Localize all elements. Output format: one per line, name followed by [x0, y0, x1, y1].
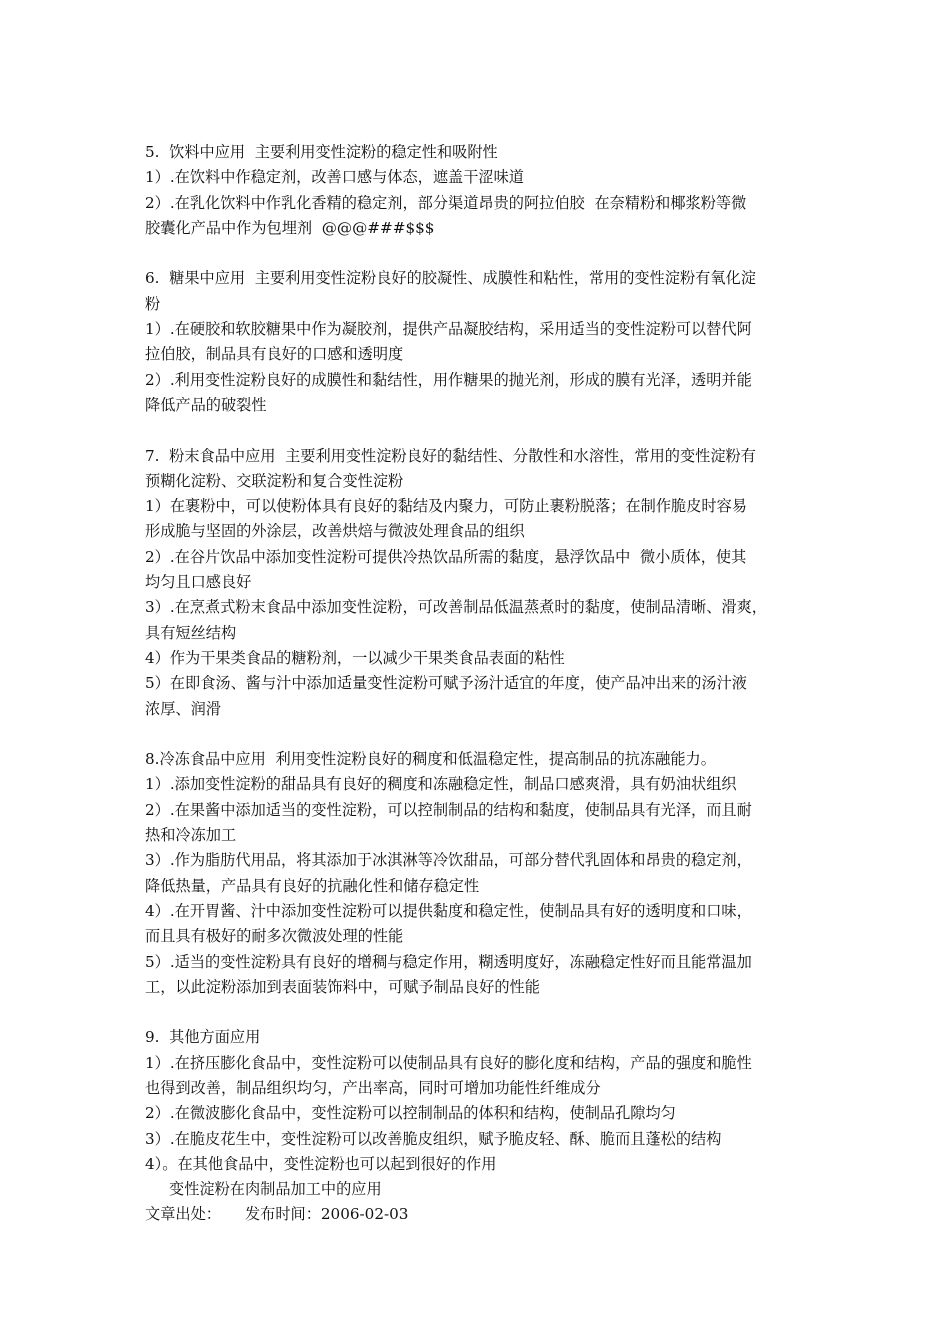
paragraph-line: 1）.添加变性淀粉的甜品具有良好的稠度和冻融稳定性，制品口感爽滑，具有奶油状组织	[145, 775, 737, 794]
paragraph-line: 而且具有极好的耐多次微波处理的性能	[145, 927, 404, 946]
section-beverage	[145, 140, 810, 241]
paragraph-line: 3）.在脆皮花生中，变性淀粉可以改善脆皮组织，赋予脆皮轻、酥、脆而且蓬松的结构	[145, 1129, 722, 1148]
paragraph-line: 4）。在其他食品中，变性淀粉也可以起到很好的作用	[145, 1154, 497, 1173]
paragraph-line: 4）.在开胃酱、汁中添加变性淀粉可以提供黏度和稳定性，使制品具有好的透明度和口味，	[145, 901, 752, 920]
source-label: 文章出处：	[145, 1205, 221, 1224]
paragraph-line: 3）.作为脂肪代用品，将其添加于冰淇淋等冷饮甜品，可部分替代乳固体和昂贵的稳定剂，	[145, 851, 752, 870]
paragraph-line: 具有短丝结构	[145, 623, 237, 642]
paragraph-line: 2）.在微波膨化食品中，变性淀粉可以控制制品的体积和结构，使制品孔隙均匀	[145, 1104, 676, 1123]
section-heading: 8.冷冻食品中应用 利用变性淀粉良好的稠度和低温稳定性，提高制品的抗冻融能力。	[145, 750, 716, 769]
paragraph-line: 工，以此淀粉添加到表面装饰料中，可赋予制品良好的性能	[145, 977, 540, 996]
paragraph-line: 形成脆与坚固的外涂层，改善烘焙与微波处理食品的组织	[145, 522, 525, 541]
paragraph-line: 预糊化淀粉、交联淀粉和复合变性淀粉	[145, 471, 404, 490]
paragraph-line: 1）.在硬胶和软胶糖果中作为凝胶剂，提供产品凝胶结构，采用适当的变性淀粉可以替代阿	[145, 320, 752, 339]
paragraph-line: 5）在即食汤、酱与汁中添加适量变性淀粉可赋予汤汁适宜的年度，使产品冲出来的汤汁液	[145, 674, 747, 693]
paragraph-line: 热和冷冻加工	[145, 826, 237, 845]
paragraph-line: 3）.在烹煮式粉末食品中添加变性淀粉，可改善制品低温蒸煮时的黏度，使制品清晰、滑爽，	[145, 598, 767, 617]
paragraph-line: 1）.在饮料中作稳定剂，改善口感与体态，遮盖干涩味道	[145, 168, 524, 187]
section-gap	[145, 722, 810, 747]
paragraph-line: 1）在裹粉中，可以使粉体具有良好的黏结及内聚力，可防止裹粉脱落；在制作脆皮时容易	[145, 497, 747, 516]
paragraph-line: 2）.在果酱中添加适当的变性淀粉，可以控制制品的结构和黏度，使制品具有光泽，而且耐	[145, 800, 752, 819]
paragraph-line: 浓厚、润滑	[145, 699, 221, 718]
paragraph-line: 2）.在乳化饮料中作乳化香精的稳定剂，部分渠道昂贵的阿拉伯胶 在奈精粉和椰浆粉等微	[145, 193, 747, 212]
paragraph-line: 拉伯胶，制品具有良好的口感和透明度	[145, 345, 404, 364]
paragraph-line: 4）作为干果类食品的糖粉剂，一以减少干果类食品表面的粘性	[145, 648, 565, 667]
section-heading: 5. 饮料中应用 主要利用变性淀粉的稳定性和吸附性	[145, 143, 498, 161]
paragraph-line: 降低热量，产品具有良好的抗融化性和储存稳定性	[145, 876, 480, 895]
paragraph-line: 也得到改善，制品组织均匀，产出率高，同时可增加功能性纤维成分	[145, 1078, 601, 1097]
section-heading: 9. 其他方面应用	[145, 1028, 261, 1047]
paragraph-line: 粉	[145, 294, 161, 313]
paragraph-line: 2）.利用变性淀粉良好的成膜性和黏结性，用作糖果的抛光剂，形成的膜有光泽，透明并能	[145, 370, 752, 389]
section-candy	[145, 266, 810, 418]
section-powder-food	[145, 444, 810, 722]
section-gap	[145, 241, 810, 266]
paragraph-line: 5）.适当的变性淀粉具有良好的增稠与稳定作用，糊透明度好，冻融稳定性好而且能常温加	[145, 952, 752, 971]
paragraph-line: 1）.在挤压膨化食品中，变性淀粉可以使制品具有良好的膨化度和结构，产品的强度和脆性	[145, 1053, 752, 1072]
section-other-uses	[145, 1025, 810, 1177]
paragraph-line: 降低产品的破裂性	[145, 395, 267, 414]
section-gap	[145, 418, 810, 443]
section-heading: 7. 粉末食品中应用 主要利用变性淀粉良好的黏结性、分散性和水溶性，常用的变性淀粉有	[145, 446, 756, 465]
paragraph-line: 2）.在谷片饮品中添加变性淀粉可提供冷热饮品所需的黏度，悬浮饮品中 微小质体，使其	[145, 547, 747, 566]
paragraph-line: 均匀且口感良好	[145, 573, 252, 592]
section-frozen-food	[145, 747, 810, 1000]
article-title: 变性淀粉在肉制品加工中的应用	[169, 1180, 382, 1199]
section-gap	[145, 1000, 810, 1025]
article-meta	[145, 1202, 810, 1227]
publish-date: 发布时间：2006-02-03	[244, 1205, 409, 1224]
document-body	[145, 140, 810, 1228]
paragraph-line: 胶囊化产品中作为包埋剂 @@@###$$$	[145, 218, 435, 237]
section-heading: 6. 糖果中应用 主要利用变性淀粉良好的胶凝性、成膜性和粘性，常用的变性淀粉有氧化淀	[145, 269, 756, 288]
